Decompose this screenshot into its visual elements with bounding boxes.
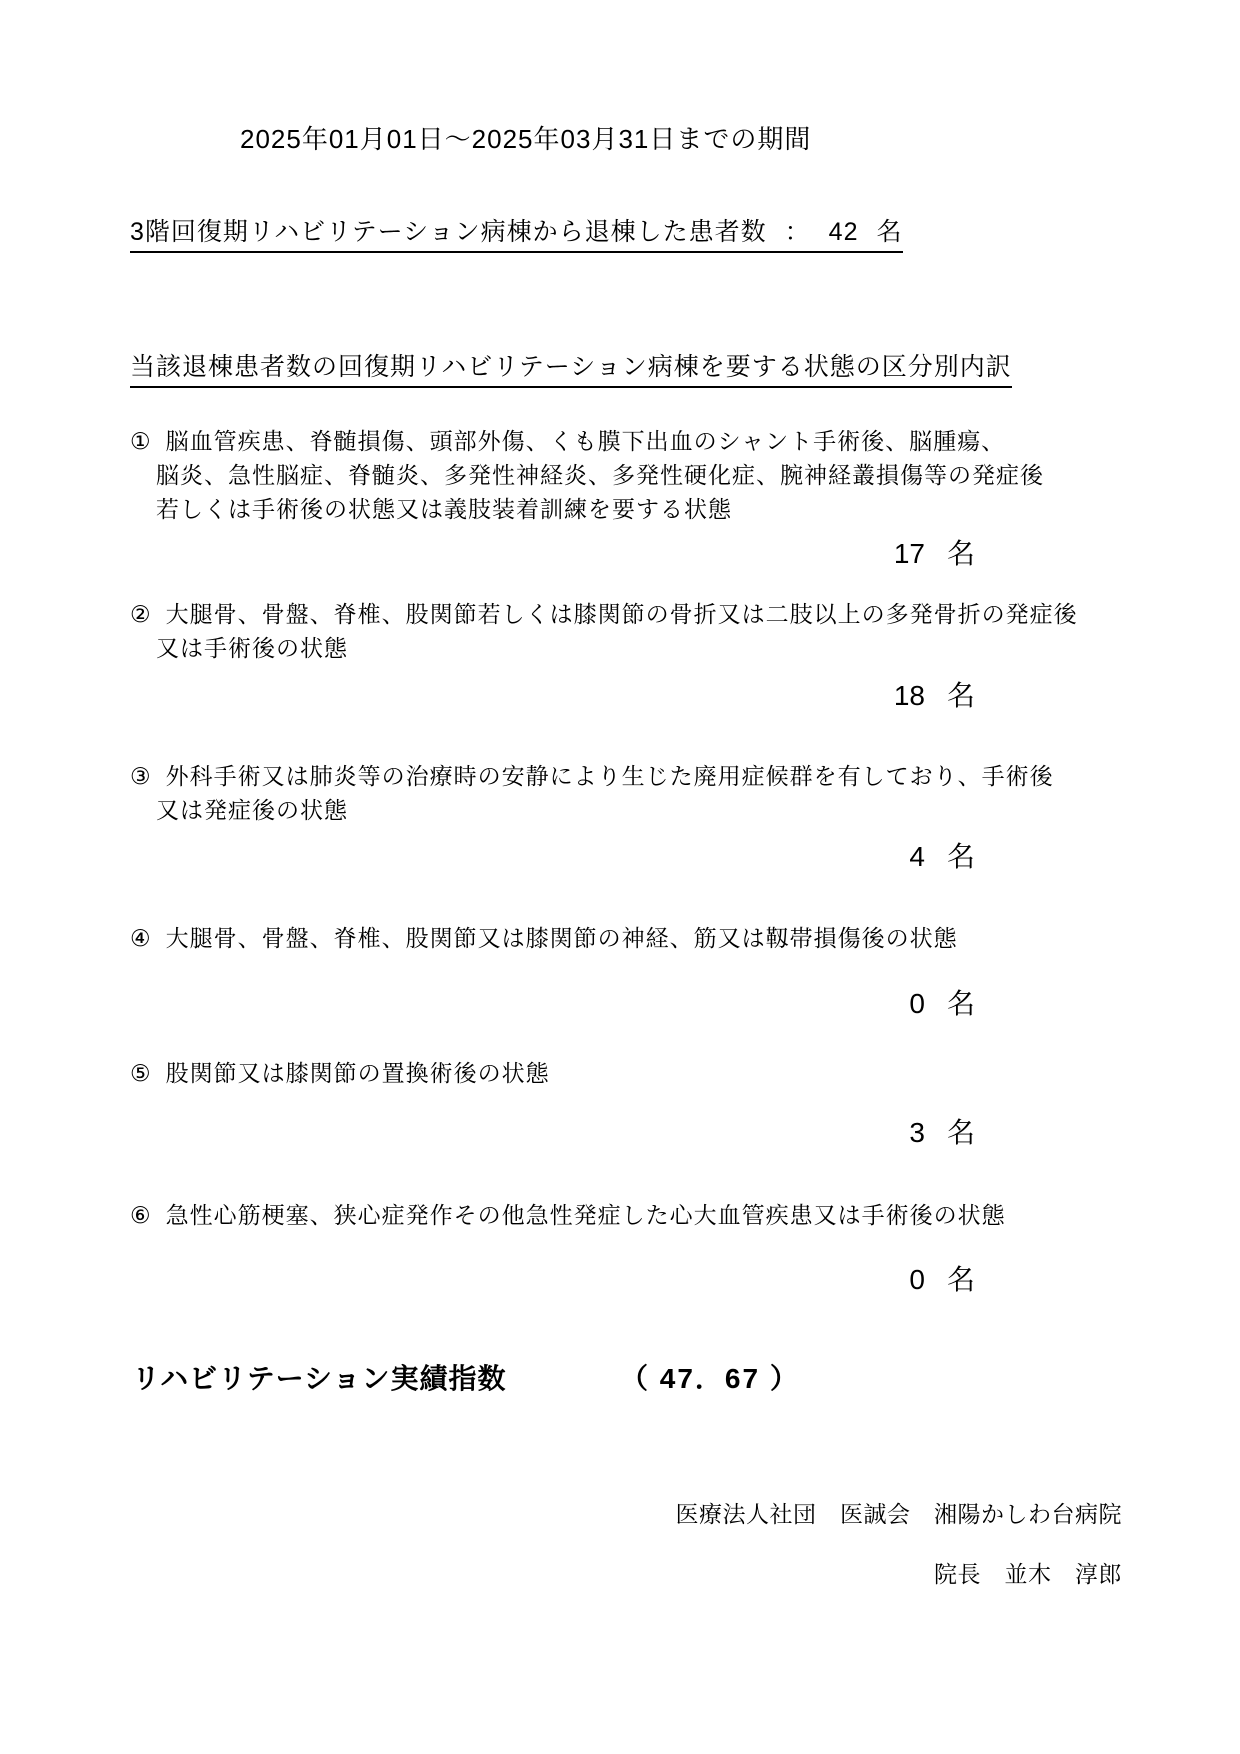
item-1-text-1: 脳血管疾患、脊髄損傷、頭部外傷、くも膜下出血のシャント手術後、脳腫瘍、 [165,428,1006,454]
discharge-summary-underline [130,218,903,253]
item-5-marker: ⑤ [130,1060,152,1086]
item-3-text-1: 外科手術又は肺炎等の治療時の安静により生じた廃用症候群を有しており、手術後 [165,763,1054,789]
discharge-count: 42 [828,218,859,246]
item-6-text-1: 急性心筋梗塞、狭心症発作その他急性発症した心大血管疾患又は手術後の状態 [165,1202,1006,1228]
item-4-count: 0 [909,988,925,1019]
item-2-count-unit: 名 [946,680,975,711]
item-1-count: 17 [893,538,925,569]
item-3-line-1 [130,763,1054,791]
item-3-count: 4 [909,841,925,872]
item-4-marker: ④ [130,925,152,951]
discharge-summary-line [130,212,903,248]
item-1-count-row [0,537,975,571]
footer-organization: 医療法人社団 医誠会 湘陽かしわ台病院 [675,1501,1122,1527]
item-5-line-1 [130,1060,550,1088]
item-2-line-2: 又は手術後の状態 [156,635,348,661]
item-3-marker: ③ [130,763,152,789]
item-5-text-1: 股関節又は膝関節の置換術後の状態 [165,1060,550,1086]
item-6-line-1 [130,1202,1006,1230]
rehab-index-label: リハビリテーション実績指数 [132,1363,507,1394]
item-3-count-unit: 名 [946,841,975,872]
discharge-summary-label: 3階回復期リハビリテーション病棟から退棟した患者数 [130,218,767,246]
item-2-text-1: 大腿骨、骨盤、脊椎、股関節若しくは膝関節の骨折又は二肢以上の多発骨折の発症後 [165,601,1078,627]
period-title: 2025年01月01日～2025年03月31日までの期間 [240,124,812,154]
breakdown-heading [130,347,1012,383]
item-4-text-1: 大腿骨、骨盤、脊椎、股関節又は膝関節の神経、筋又は靱帯損傷後の状態 [165,925,958,951]
item-6-count-unit: 名 [946,1264,975,1295]
item-2-count: 18 [893,680,925,711]
item-4-count-unit: 名 [946,988,975,1019]
rehab-index-value: （ 47．67 ） [620,1363,800,1394]
item-2-marker: ② [130,601,152,627]
item-2-line-1 [130,601,1078,629]
item-1-line-1 [130,428,1005,456]
item-1-marker: ① [130,428,152,454]
discharge-summary-separator: ： [784,218,811,246]
item-6-count-row [0,1263,975,1297]
item-4-count-row [0,987,975,1021]
item-5-count: 3 [909,1117,925,1148]
item-1-count-unit: 名 [946,538,975,569]
item-5-count-row [0,1116,975,1150]
item-4-line-1 [130,925,958,953]
item-3-line-2: 又は発症後の状態 [156,797,348,823]
item-1-line-2: 脳炎、急性脳症、脊髄炎、多発性神経炎、多発性硬化症、腕神経叢損傷等の発症後 [156,462,1044,488]
item-6-marker: ⑥ [130,1202,152,1228]
item-3-count-row [0,840,975,874]
footer-director: 院長 並木 淳郎 [934,1561,1122,1587]
item-2-count-row [0,679,975,713]
item-6-count: 0 [909,1264,925,1295]
item-5-count-unit: 名 [946,1117,975,1148]
item-1-line-3: 若しくは手術後の状態又は義肢装着訓練を要する状態 [156,496,732,522]
breakdown-heading-text: 当該退棟患者数の回復期リハビリテーション病棟を要する状態の区分別内訳 [130,353,1012,388]
discharge-count-unit: 名 [876,218,903,246]
